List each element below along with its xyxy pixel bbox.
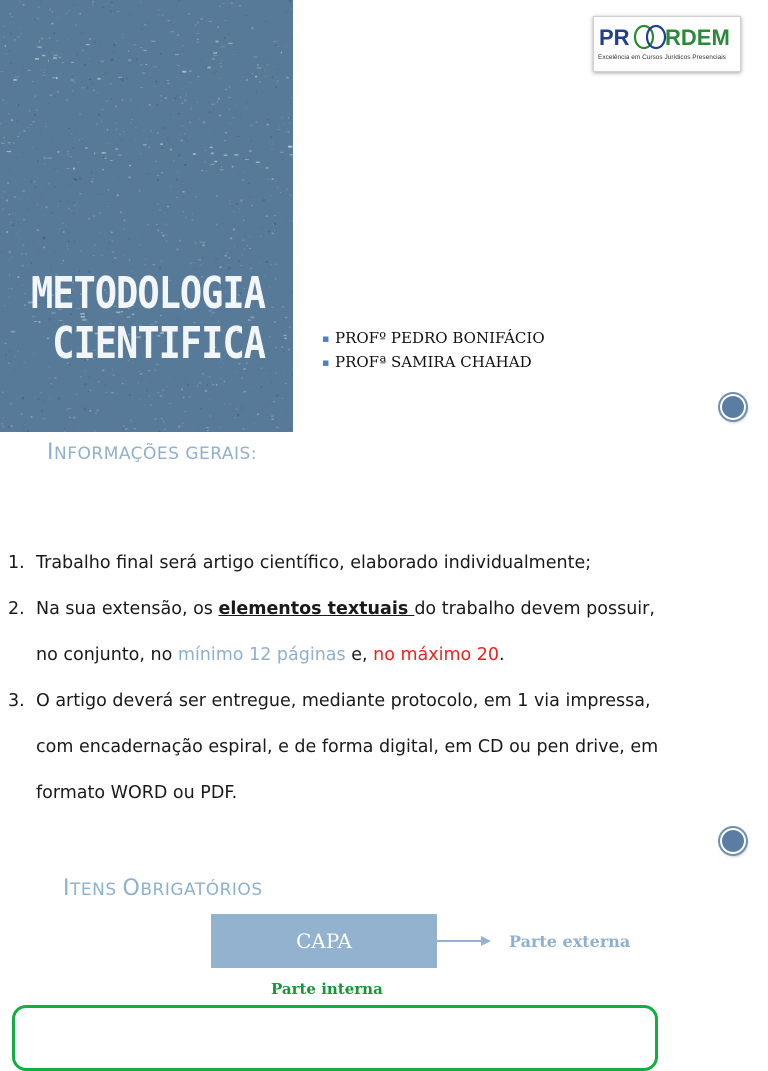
title-line-1: METODOLOGIA (31, 268, 265, 319)
external-part-label: Parte externa (509, 932, 630, 951)
bullet-icon: ▪ (322, 356, 335, 369)
bullet-icon: ▪ (322, 332, 335, 345)
capa-box: CAPA (211, 914, 437, 968)
logo-text-right: RDEM (665, 25, 730, 50)
list-item (8, 678, 678, 816)
prordem-logo (593, 16, 741, 72)
logo-ring-blue-icon (647, 26, 665, 48)
list-number: 2. (8, 586, 36, 678)
list-text: Trabalho final será artigo científico, elaborado individualmente; (36, 540, 678, 586)
professor-item (322, 326, 545, 350)
professor-item (322, 350, 545, 374)
emphasis-text: elementos textuais (218, 599, 414, 619)
list-item (8, 540, 678, 586)
slide-nav-dot-icon[interactable] (720, 394, 746, 420)
section-heading-info: INFORMAÇÕES GERAIS: (47, 440, 257, 465)
slide-nav-dot-icon[interactable] (720, 828, 746, 854)
list-number: 1. (8, 540, 36, 586)
info-list (8, 540, 678, 816)
logo-text-left: PR (599, 25, 630, 50)
professor-name: PROFª SAMIRA CHAHAD (335, 353, 532, 371)
logo-tagline: Excelência em Cursos Jurídicos Presenciais (598, 54, 726, 61)
logo-wordmark (598, 23, 736, 51)
internal-part-label: Parte interna (271, 980, 383, 998)
list-text: O artigo deverá ser entregue, mediante protocolo, em 1 via impressa, com encadernação espiral, e de forma digital, em CD ou pen drive, em formato WORD ou PDF. (36, 678, 678, 816)
list-text: Na sua extensão, os elementos textuais do trabalho devem possuir, no conjunto, no mínimo 12 páginas e, no máximo 20. (36, 586, 678, 678)
highlight-max: no máximo 20 (373, 645, 499, 665)
internal-part-frame (12, 1005, 658, 1071)
cover-panel (0, 0, 293, 432)
professor-list (322, 326, 545, 374)
highlight-min: mínimo 12 páginas (178, 645, 346, 665)
arrow-right-icon (437, 934, 491, 948)
list-number: 3. (8, 678, 36, 816)
title-line-2: CIENTIFICA (52, 318, 265, 369)
professor-name: PROFº PEDRO BONIFÁCIO (335, 329, 545, 347)
list-item (8, 586, 678, 678)
section-heading-items: ITENS OBRIGATÓRIOS (63, 876, 263, 901)
